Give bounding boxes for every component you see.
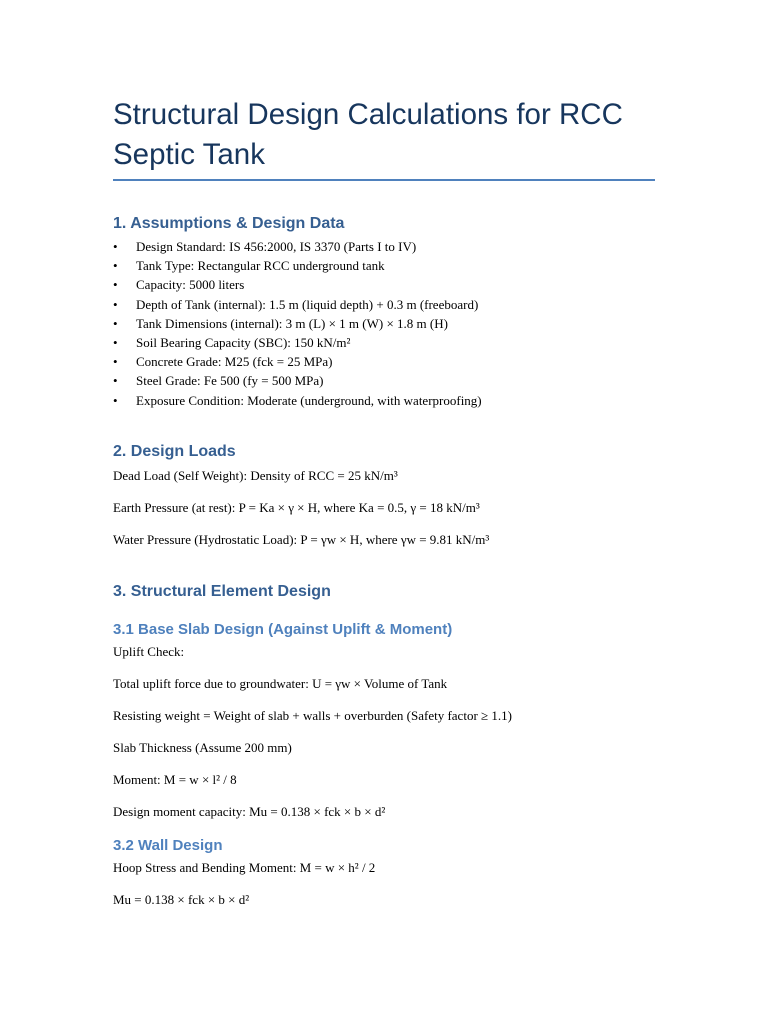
list-item: • Design Standard: IS 456:2000, IS 3370 (Parts I to IV) (113, 237, 482, 256)
bullet-icon: • (113, 315, 118, 331)
bullet-icon: • (113, 277, 118, 293)
section-heading-structural-element: 3. Structural Element Design (113, 583, 331, 600)
paragraph-hoop-stress: Hoop Stress and Bending Moment: M = w × h² / 2 (113, 860, 376, 875)
list-item: • Steel Grade: Fe 500 (fy = 500 MPa) (113, 371, 482, 390)
assumptions-list (113, 237, 482, 410)
section-heading-design-loads: 2. Design Loads (113, 443, 236, 460)
list-item: • Depth of Tank (internal): 1.5 m (liquid depth) + 0.3 m (freeboard) (113, 295, 482, 314)
bullet-icon: • (113, 335, 118, 351)
paragraph-total-uplift: Total uplift force due to groundwater: U = γw × Volume of Tank (113, 676, 448, 691)
list-item: • Concrete Grade: M25 (fck = 25 MPa) (113, 352, 482, 371)
paragraph-water-pressure: Water Pressure (Hydrostatic Load): P = γw × H, where γw = 9.81 kN/m³ (113, 532, 490, 547)
bullet-icon: • (113, 239, 118, 254)
paragraph-uplift-check: Uplift Check: (113, 644, 185, 659)
paragraph-moment: Moment: M = w × l² / 8 (113, 772, 237, 787)
bullet-icon: • (113, 258, 118, 274)
bullet-icon: • (113, 296, 118, 312)
bullet-icon: • (113, 354, 118, 370)
subsection-heading-wall-design: 3.2 Wall Design (113, 837, 223, 854)
paragraph-moment-capacity: Design moment capacity: Mu = 0.138 × fck × b × d² (113, 804, 386, 819)
title-underline (113, 179, 655, 181)
list-item: • Tank Type: Rectangular RCC underground tank (113, 256, 482, 275)
list-item: • Soil Bearing Capacity (SBC): 150 kN/m² (113, 333, 482, 352)
list-item: • Capacity: 5000 liters (113, 275, 482, 294)
paragraph-mu-formula: Mu = 0.138 × fck × b × d² (113, 892, 250, 907)
section-heading-assumptions: 1. Assumptions & Design Data (113, 215, 345, 232)
bullet-icon: • (113, 373, 118, 389)
page-title: Structural Design Calculations for RCC Septic Tank (113, 98, 623, 171)
bullet-icon: • (113, 392, 118, 408)
paragraph-resisting-weight: Resisting weight = Weight of slab + walls + overburden (Safety factor ≥ 1.1) (113, 708, 512, 723)
subsection-heading-base-slab: 3.1 Base Slab Design (Against Uplift & Moment) (113, 621, 453, 638)
paragraph-slab-thickness: Slab Thickness (Assume 200 mm) (113, 740, 292, 755)
list-item: • Exposure Condition: Moderate (underground, with waterproofing) (113, 391, 482, 410)
paragraph-dead-load: Dead Load (Self Weight): Density of RCC = 25 kN/m³ (113, 468, 398, 483)
list-item: • Tank Dimensions (internal): 3 m (L) × 1 m (W) × 1.8 m (H) (113, 314, 482, 333)
paragraph-earth-pressure: Earth Pressure (at rest): P = Ka × γ × H, where Ka = 0.5, γ = 18 kN/m³ (113, 500, 480, 515)
